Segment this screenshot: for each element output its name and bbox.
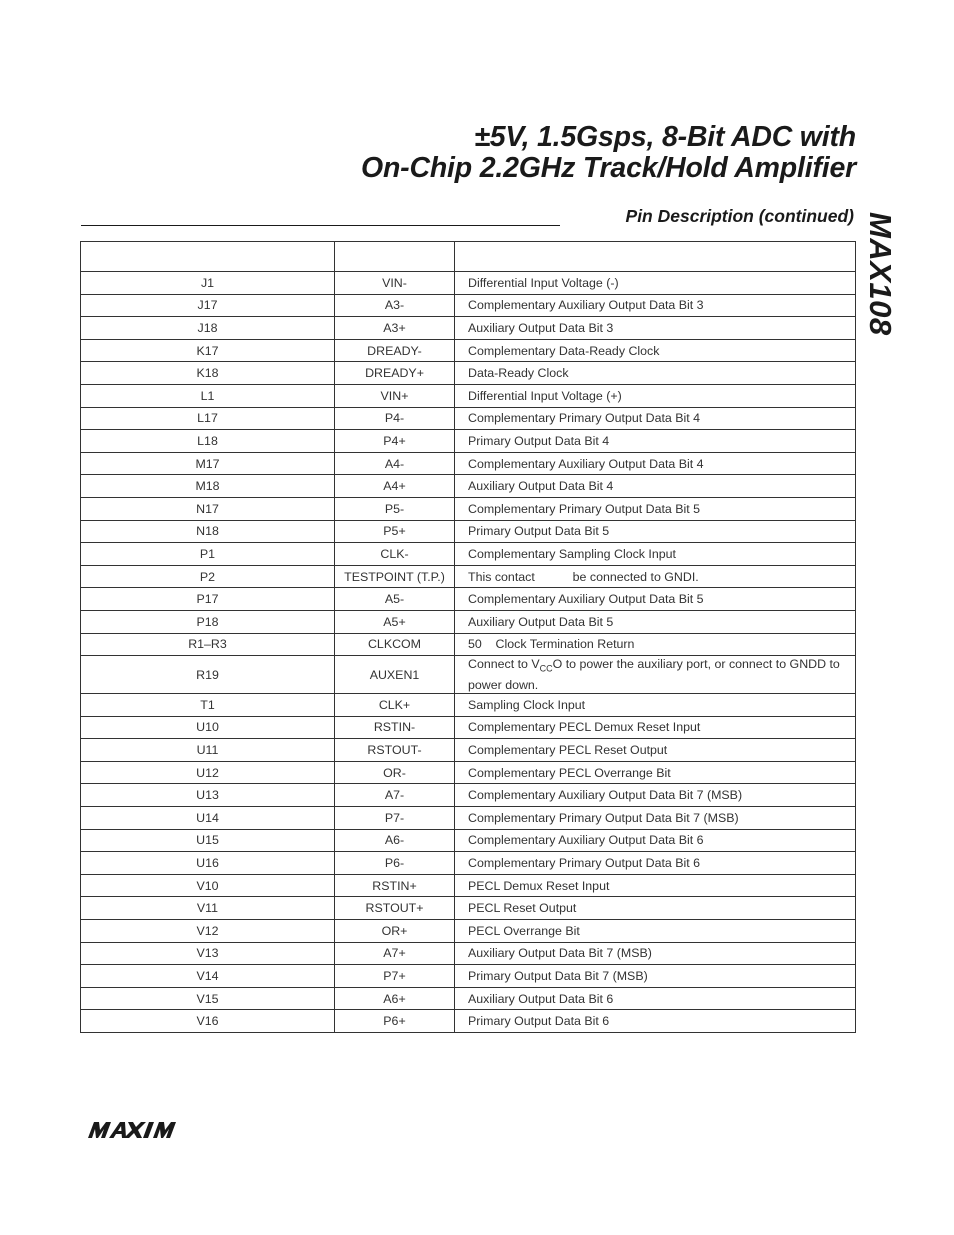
column-header-pin <box>81 242 335 272</box>
pin-cell: P17 <box>81 588 335 611</box>
table-row <box>81 807 856 830</box>
function-cell: Complementary Primary Output Data Bit 4 <box>455 407 856 430</box>
table-row <box>81 852 856 875</box>
name-cell: A4- <box>335 452 455 475</box>
table-row <box>81 339 856 362</box>
function-cell: Auxiliary Output Data Bit 6 <box>455 987 856 1010</box>
name-cell: A3+ <box>335 317 455 340</box>
table-row <box>81 272 856 295</box>
title-line-1: ±5V, 1.5Gsps, 8-Bit ADC with <box>474 121 856 153</box>
function-cell: Differential Input Voltage (+) <box>455 384 856 407</box>
table-row <box>81 897 856 920</box>
pin-cell: L17 <box>81 407 335 430</box>
name-cell: P6+ <box>335 1010 455 1033</box>
pin-cell: V14 <box>81 965 335 988</box>
pin-cell: N18 <box>81 520 335 543</box>
pin-cell: U15 <box>81 829 335 852</box>
table-row <box>81 920 856 943</box>
table-row <box>81 452 856 475</box>
function-cell: Auxiliary Output Data Bit 3 <box>455 317 856 340</box>
function-cell: Complementary Primary Output Data Bit 6 <box>455 852 856 875</box>
table-row <box>81 588 856 611</box>
column-header-function <box>455 242 856 272</box>
document-title <box>361 122 856 184</box>
name-cell: OR- <box>335 761 455 784</box>
pin-cell: J17 <box>81 294 335 317</box>
name-cell: VIN+ <box>335 384 455 407</box>
table-row <box>81 407 856 430</box>
name-cell: RSTIN- <box>335 716 455 739</box>
maxim-logo-icon <box>84 1121 192 1139</box>
name-cell: P5+ <box>335 520 455 543</box>
pin-cell: V13 <box>81 942 335 965</box>
title-line-2: On-Chip 2.2GHz Track/Hold Amplifier <box>361 152 856 184</box>
function-cell: Auxiliary Output Data Bit 7 (MSB) <box>455 942 856 965</box>
name-cell: A6- <box>335 829 455 852</box>
side-part-number <box>853 212 903 352</box>
name-cell: TESTPOINT (T.P.) <box>335 565 455 588</box>
table-row <box>81 784 856 807</box>
pin-cell: R1–R3 <box>81 633 335 656</box>
name-cell: CLK- <box>335 543 455 566</box>
section-divider <box>81 225 560 226</box>
name-cell: OR+ <box>335 920 455 943</box>
function-cell: Complementary Auxiliary Output Data Bit 7 (MSB) <box>455 784 856 807</box>
name-cell: P7+ <box>335 965 455 988</box>
function-cell: Sampling Clock Input <box>455 694 856 717</box>
table-header-row <box>81 242 856 272</box>
column-header-name <box>335 242 455 272</box>
pin-cell: U14 <box>81 807 335 830</box>
table-row <box>81 761 856 784</box>
name-cell: CLKCOM <box>335 633 455 656</box>
name-cell: DREADY+ <box>335 362 455 385</box>
function-cell: Data-Ready Clock <box>455 362 856 385</box>
table-row <box>81 362 856 385</box>
name-cell: DREADY- <box>335 339 455 362</box>
function-cell: PECL Reset Output <box>455 897 856 920</box>
table-row <box>81 610 856 633</box>
pin-cell: U10 <box>81 716 335 739</box>
table-row <box>81 829 856 852</box>
table-row <box>81 633 856 656</box>
pin-cell: L1 <box>81 384 335 407</box>
name-cell: RSTOUT+ <box>335 897 455 920</box>
name-cell: RSTIN+ <box>335 874 455 897</box>
name-cell: P4+ <box>335 430 455 453</box>
table-row <box>81 694 856 717</box>
table-row <box>81 543 856 566</box>
table-body <box>81 272 856 1033</box>
name-cell: A5+ <box>335 610 455 633</box>
table-row <box>81 739 856 762</box>
pin-cell: U11 <box>81 739 335 762</box>
table-row <box>81 965 856 988</box>
name-cell: RSTOUT- <box>335 739 455 762</box>
function-text: Connect to V <box>468 657 540 672</box>
name-cell: A4+ <box>335 475 455 498</box>
table-row <box>81 475 856 498</box>
pin-cell: V15 <box>81 987 335 1010</box>
pin-cell: P1 <box>81 543 335 566</box>
function-cell: Complementary Auxiliary Output Data Bit 3 <box>455 294 856 317</box>
table-row <box>81 942 856 965</box>
part-number-label: MAX108 <box>863 212 898 336</box>
name-cell: A7+ <box>335 942 455 965</box>
pin-cell: M17 <box>81 452 335 475</box>
name-cell: A5- <box>335 588 455 611</box>
function-cell: Primary Output Data Bit 5 <box>455 520 856 543</box>
pin-cell: U16 <box>81 852 335 875</box>
table-row <box>81 317 856 340</box>
name-cell: VIN- <box>335 272 455 295</box>
function-cell: PECL Overrange Bit <box>455 920 856 943</box>
pin-cell: J1 <box>81 272 335 295</box>
pin-description-table <box>80 241 856 1033</box>
pin-cell: P2 <box>81 565 335 588</box>
function-cell: Complementary Auxiliary Output Data Bit 4 <box>455 452 856 475</box>
name-cell: A6+ <box>335 987 455 1010</box>
table-row <box>81 430 856 453</box>
pin-cell: R19 <box>81 656 335 694</box>
function-cell: 50 Clock Termination Return <box>455 633 856 656</box>
maxim-logo <box>84 1121 192 1144</box>
table-row <box>81 565 856 588</box>
function-cell: Complementary PECL Overrange Bit <box>455 761 856 784</box>
function-cell: Primary Output Data Bit 7 (MSB) <box>455 965 856 988</box>
function-cell: Primary Output Data Bit 6 <box>455 1010 856 1033</box>
function-cell: Differential Input Voltage (-) <box>455 272 856 295</box>
function-cell: Complementary Auxiliary Output Data Bit 6 <box>455 829 856 852</box>
table-row <box>81 874 856 897</box>
pin-cell: K17 <box>81 339 335 362</box>
function-cell: This contact be connected to GNDI. <box>455 565 856 588</box>
name-cell: P5- <box>335 497 455 520</box>
function-cell: Complementary PECL Reset Output <box>455 739 856 762</box>
name-cell: P6- <box>335 852 455 875</box>
table-row <box>81 520 856 543</box>
function-subscript: CC <box>539 663 553 674</box>
table-row <box>81 294 856 317</box>
table-row <box>81 987 856 1010</box>
pin-cell: T1 <box>81 694 335 717</box>
table-row <box>81 656 856 694</box>
pin-cell: P18 <box>81 610 335 633</box>
name-cell: AUXEN1 <box>335 656 455 694</box>
table-row <box>81 1010 856 1033</box>
name-cell: CLK+ <box>335 694 455 717</box>
function-cell: Complementary Sampling Clock Input <box>455 543 856 566</box>
function-cell: Auxiliary Output Data Bit 4 <box>455 475 856 498</box>
function-cell: Complementary Auxiliary Output Data Bit 5 <box>455 588 856 611</box>
function-cell: Primary Output Data Bit 4 <box>455 430 856 453</box>
section-title: Pin Description (continued) <box>625 206 854 226</box>
pin-cell: M18 <box>81 475 335 498</box>
name-cell: A7- <box>335 784 455 807</box>
name-cell: P7- <box>335 807 455 830</box>
name-cell: A3- <box>335 294 455 317</box>
pin-cell: V12 <box>81 920 335 943</box>
function-cell: Auxiliary Output Data Bit 5 <box>455 610 856 633</box>
function-cell: Complementary Data-Ready Clock <box>455 339 856 362</box>
pin-cell: K18 <box>81 362 335 385</box>
pin-cell: V10 <box>81 874 335 897</box>
function-text: O to power the auxiliary port, or connect to GNDD to power down. <box>468 657 844 692</box>
function-cell: Complementary Primary Output Data Bit 7 (MSB) <box>455 807 856 830</box>
pin-cell: U12 <box>81 761 335 784</box>
table-row <box>81 497 856 520</box>
function-cell <box>455 656 856 694</box>
pin-cell: V16 <box>81 1010 335 1033</box>
pin-cell: V11 <box>81 897 335 920</box>
pin-cell: N17 <box>81 497 335 520</box>
pin-cell: U13 <box>81 784 335 807</box>
function-cell: Complementary PECL Demux Reset Input <box>455 716 856 739</box>
pin-cell: J18 <box>81 317 335 340</box>
name-cell: P4- <box>335 407 455 430</box>
table-row <box>81 384 856 407</box>
function-cell: Complementary Primary Output Data Bit 5 <box>455 497 856 520</box>
table-row <box>81 716 856 739</box>
function-cell: PECL Demux Reset Input <box>455 874 856 897</box>
pin-cell: L18 <box>81 430 335 453</box>
